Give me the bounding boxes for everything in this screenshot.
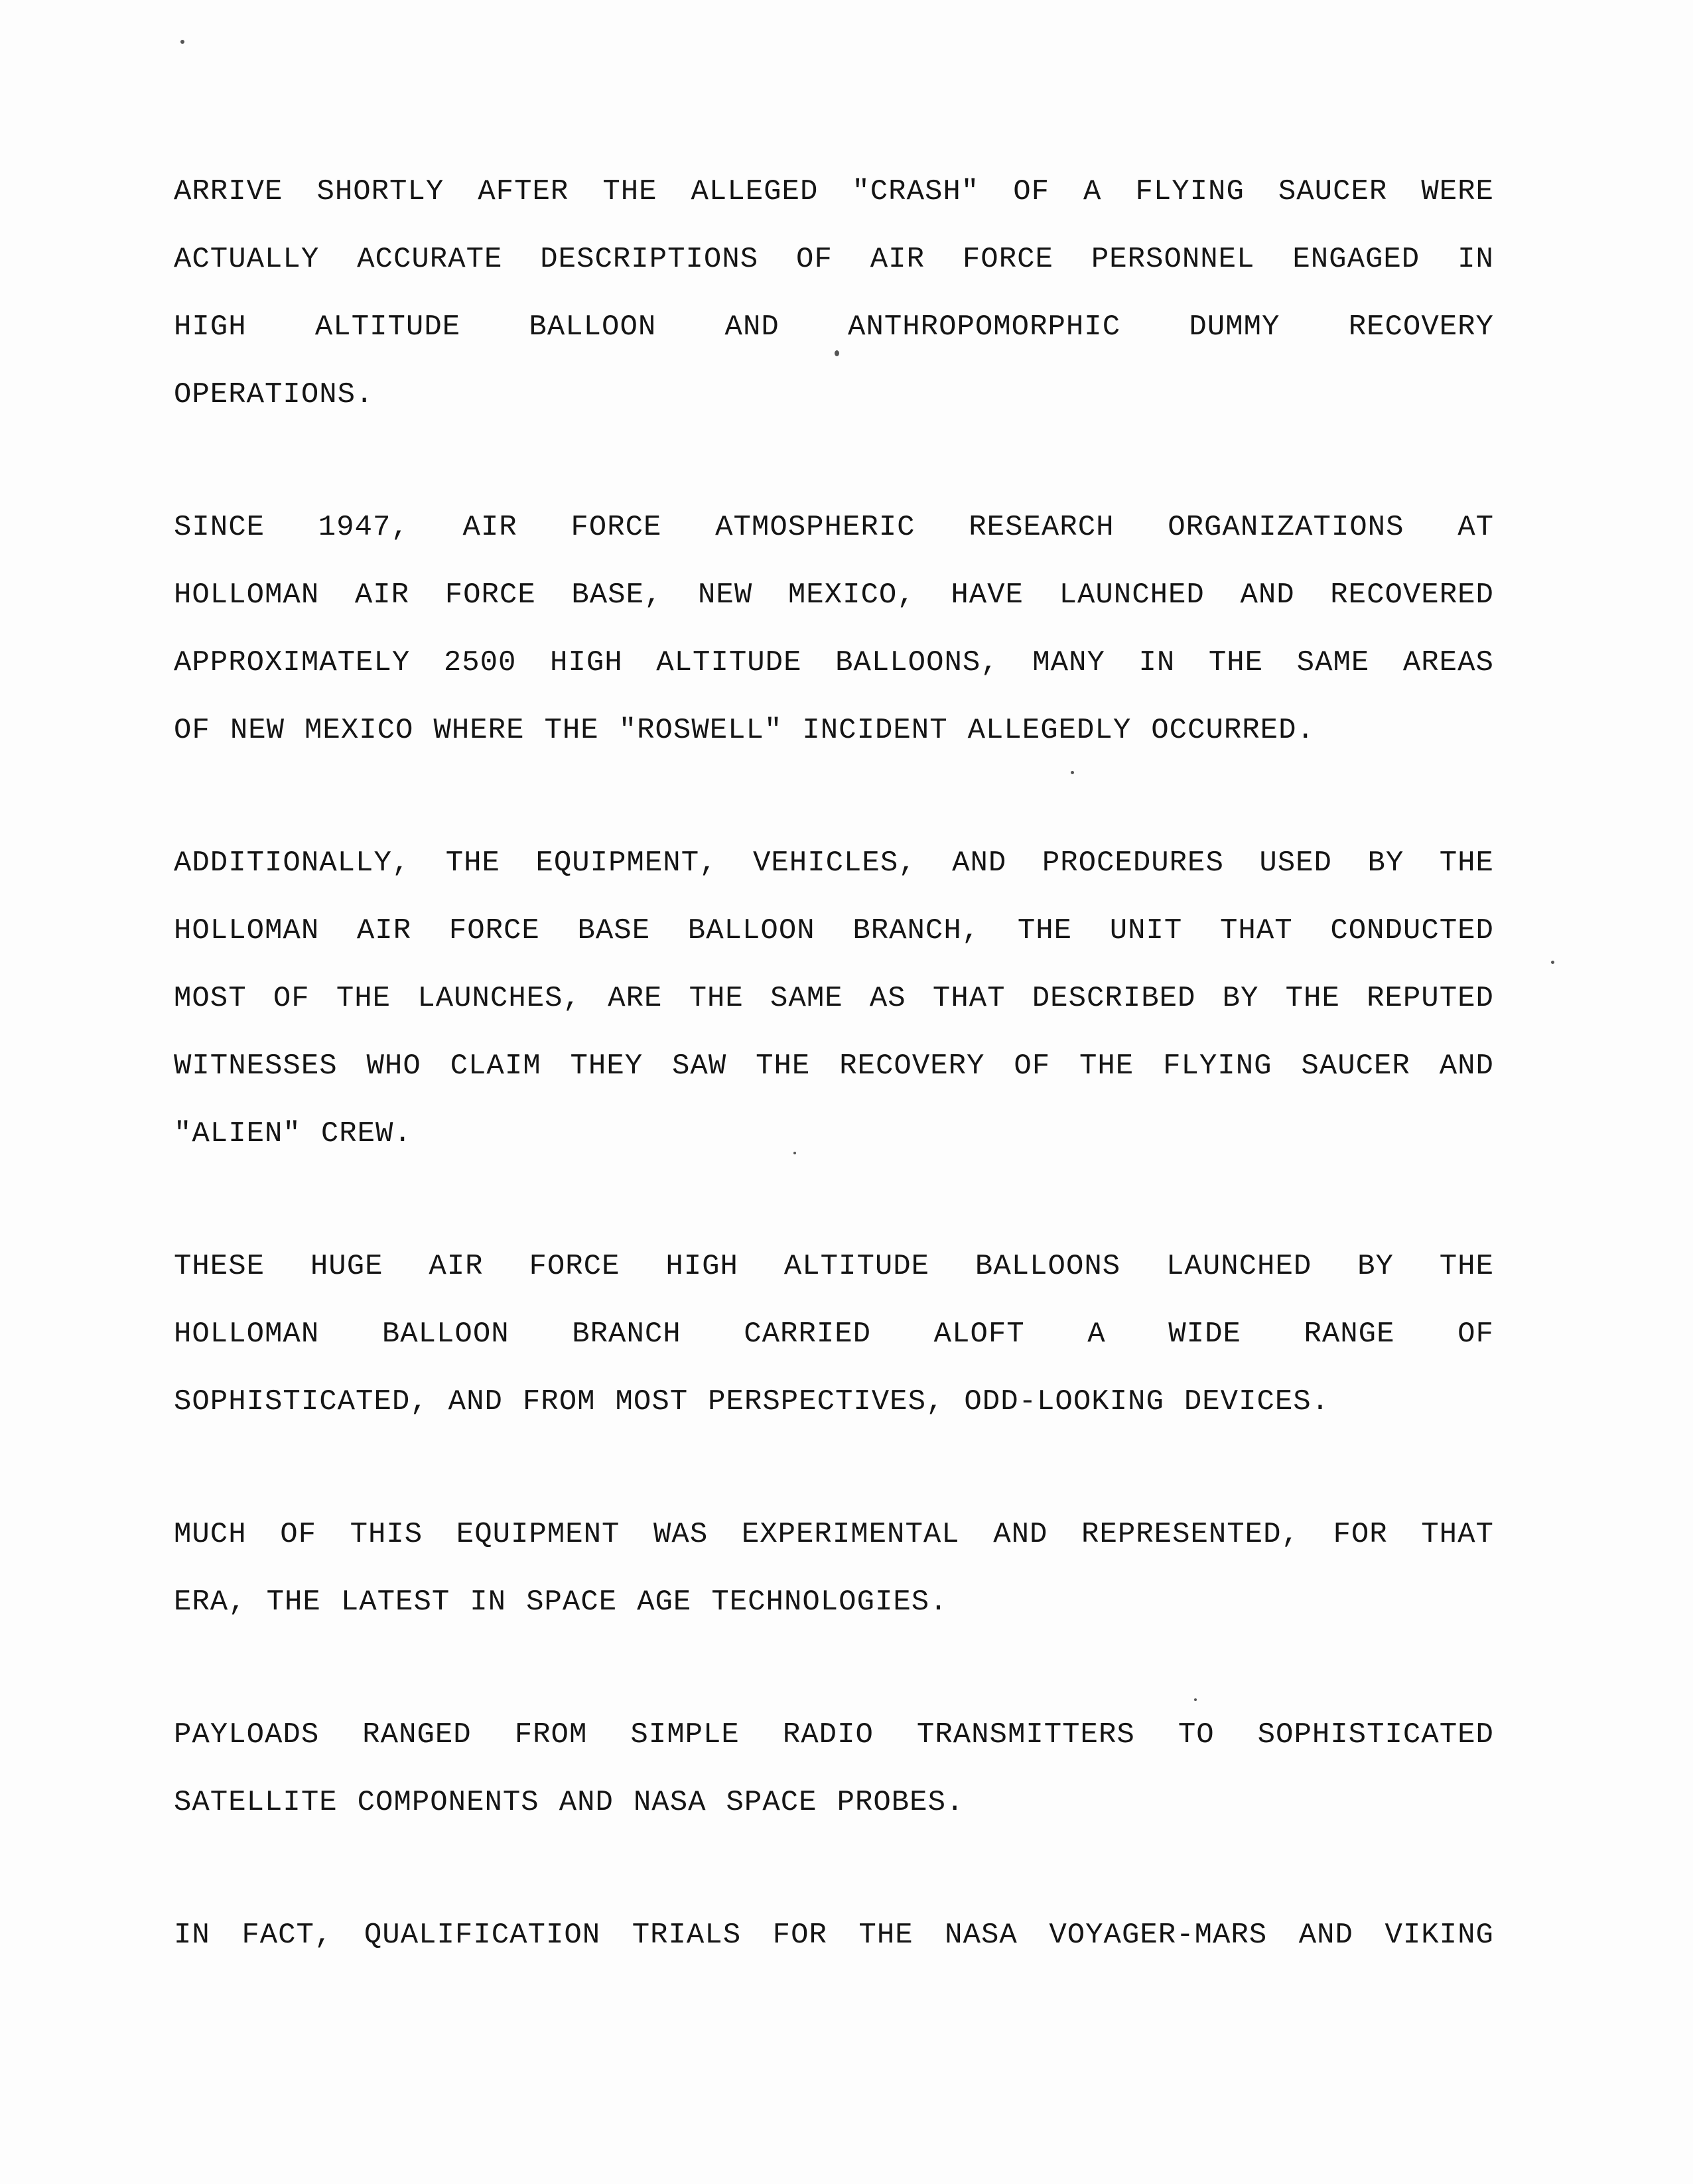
- word: ARE: [608, 982, 663, 1015]
- word: TRIALS: [632, 1919, 742, 1952]
- word: ANTHROPOMORPHIC: [848, 310, 1121, 344]
- word: IN: [1138, 646, 1176, 679]
- paragraph: [174, 1901, 1494, 1969]
- word: NASA: [945, 1919, 1018, 1952]
- paragraph: [174, 829, 1494, 1168]
- word: ADDITIONALLY,: [174, 847, 411, 880]
- word: ALLEGED: [691, 175, 819, 208]
- word: ACCURATE: [357, 243, 503, 276]
- scan-speck: [180, 40, 184, 44]
- word: SHORTLY: [316, 175, 444, 208]
- word: USED: [1259, 847, 1332, 880]
- word: HOLLOMAN: [174, 579, 320, 612]
- paragraph: [174, 1701, 1494, 1836]
- word: COMPONENTS: [357, 1786, 539, 1819]
- word: FORCE: [571, 511, 662, 544]
- word: SINCE: [174, 511, 265, 544]
- word: HIGH: [665, 1250, 738, 1283]
- word: TRANSMITTERS: [916, 1718, 1135, 1751]
- word: RESEARCH: [969, 511, 1115, 544]
- word: FROM: [522, 1385, 596, 1418]
- word: THAT: [932, 982, 1006, 1015]
- text-line: [174, 1032, 1494, 1100]
- word: AIR: [356, 914, 412, 947]
- word: RANGED: [362, 1718, 472, 1751]
- text-line: [174, 1233, 1494, 1300]
- word: AIR: [354, 579, 410, 612]
- word: OCCURRED.: [1151, 714, 1315, 747]
- word: 1947,: [318, 511, 409, 544]
- word: NEW: [230, 714, 285, 747]
- word: THESE: [174, 1250, 265, 1283]
- word: A: [1087, 1318, 1106, 1351]
- word: HOLLOMAN: [174, 914, 320, 947]
- word: RADIO: [782, 1718, 874, 1751]
- word: APPROXIMATELY: [174, 646, 411, 679]
- word: LAUNCHES,: [417, 982, 581, 1015]
- word: WERE: [1421, 175, 1494, 208]
- word: THE: [602, 175, 657, 208]
- word: OPERATIONS.: [174, 378, 374, 411]
- word: DEVICES.: [1184, 1385, 1330, 1418]
- word: "CRASH": [852, 175, 980, 208]
- text-line: [174, 226, 1494, 293]
- word: SAUCER: [1301, 1050, 1410, 1083]
- word: VOYAGER-MARS: [1049, 1919, 1268, 1952]
- word: AND: [724, 310, 779, 344]
- word: DESCRIPTIONS: [540, 243, 759, 276]
- word: SOPHISTICATED: [1257, 1718, 1494, 1751]
- word: ERA,: [174, 1586, 247, 1619]
- word: WITNESSES: [174, 1050, 338, 1083]
- word: ATMOSPHERIC: [715, 511, 915, 544]
- paragraph: [174, 1233, 1494, 1436]
- word: THE: [1017, 914, 1073, 947]
- word: MUCH: [174, 1518, 247, 1551]
- word: IN: [174, 1919, 210, 1952]
- word: FACT,: [241, 1919, 333, 1952]
- word: MEXICO,: [787, 579, 915, 612]
- word: ALTITUDE: [656, 646, 802, 679]
- word: SAW: [672, 1050, 727, 1083]
- word: ALTITUDE: [783, 1250, 930, 1283]
- word: AND: [1298, 1919, 1353, 1952]
- word: FORCE: [529, 1250, 620, 1283]
- word: BASE: [577, 914, 651, 947]
- word: SIMPLE: [630, 1718, 740, 1751]
- text-line: [174, 697, 1494, 764]
- word: PROBES.: [837, 1786, 965, 1819]
- word: FORCE: [448, 914, 540, 947]
- word: OF: [273, 982, 310, 1015]
- word: TECHNOLOGIES.: [711, 1586, 948, 1619]
- word: OF: [174, 714, 210, 747]
- word: RECOVERED: [1330, 579, 1494, 612]
- word: FORCE: [962, 243, 1053, 276]
- word: IN: [1457, 243, 1494, 276]
- word: BALLOONS,: [835, 646, 999, 679]
- word: SAME: [770, 982, 843, 1015]
- word: THIS: [350, 1518, 423, 1551]
- text-line: [174, 158, 1494, 226]
- word: LAUNCHED: [1166, 1250, 1312, 1283]
- word: THE: [1439, 847, 1494, 880]
- word: IN: [470, 1586, 507, 1619]
- word: WAS: [653, 1518, 709, 1551]
- word: THE: [1285, 982, 1340, 1015]
- text-line: [174, 1701, 1494, 1769]
- word: AIR: [429, 1250, 484, 1283]
- word: BALLOON: [687, 914, 815, 947]
- word: AND: [559, 1786, 614, 1819]
- word: THE: [1079, 1050, 1134, 1083]
- word: OF: [1457, 1318, 1494, 1351]
- word: AFTER: [478, 175, 569, 208]
- word: BALLOONS: [975, 1250, 1121, 1283]
- word: AIR: [462, 511, 517, 544]
- word: BRANCH: [572, 1318, 681, 1351]
- word: ACTUALLY: [174, 243, 320, 276]
- word: AND: [1439, 1050, 1494, 1083]
- text-line: [174, 897, 1494, 965]
- word: THAT: [1220, 914, 1293, 947]
- word: BASE,: [571, 579, 663, 612]
- word: PERSONNEL: [1091, 243, 1255, 276]
- word: AND: [952, 847, 1007, 880]
- word: CARRIED: [744, 1318, 872, 1351]
- text-line: [174, 629, 1494, 697]
- word: SAUCER: [1278, 175, 1388, 208]
- text-line: [174, 1901, 1494, 1969]
- word: AREAS: [1402, 646, 1494, 679]
- word: AS: [869, 982, 906, 1015]
- word: HIGH: [174, 310, 247, 344]
- word: RECOVERY: [1348, 310, 1494, 344]
- text-line: [174, 1300, 1494, 1368]
- word: THE: [756, 1050, 811, 1083]
- word: BALLOON: [381, 1318, 509, 1351]
- word: WHERE: [433, 714, 525, 747]
- text-line: [174, 1368, 1494, 1436]
- word: ALLEGEDLY: [967, 714, 1132, 747]
- word: OF: [1014, 1050, 1051, 1083]
- text-line: [174, 1769, 1494, 1836]
- word: UNIT: [1109, 914, 1183, 947]
- word: REPUTED: [1367, 982, 1494, 1015]
- text-line: [174, 965, 1494, 1032]
- word: WIDE: [1168, 1318, 1241, 1351]
- word: RECOVERY: [839, 1050, 985, 1083]
- text-line: [174, 1568, 1494, 1636]
- scan-speck: [1551, 961, 1554, 964]
- word: THE: [445, 847, 500, 880]
- word: BY: [1357, 1250, 1394, 1283]
- word: HAVE: [951, 579, 1024, 612]
- paragraph: [174, 1501, 1494, 1636]
- word: HIGH: [550, 646, 623, 679]
- word: MOST: [615, 1385, 689, 1418]
- word: ARRIVE: [174, 175, 283, 208]
- word: THE: [1439, 1250, 1494, 1283]
- word: THE: [266, 1586, 321, 1619]
- paragraph: [174, 158, 1494, 429]
- word: BY: [1222, 982, 1259, 1015]
- word: WHO: [366, 1050, 421, 1083]
- word: OF: [796, 243, 833, 276]
- word: FOR: [772, 1919, 827, 1952]
- word: DUMMY: [1189, 310, 1280, 344]
- word: SAME: [1296, 646, 1370, 679]
- word: INCIDENT: [802, 714, 948, 747]
- word: PROCEDURES: [1042, 847, 1224, 880]
- word: THE: [858, 1919, 914, 1952]
- word: LAUNCHED: [1059, 579, 1205, 612]
- word: CREW.: [320, 1117, 412, 1150]
- word: EQUIPMENT,: [535, 847, 718, 880]
- word: BY: [1367, 847, 1404, 880]
- word: AGE: [637, 1586, 692, 1619]
- word: THAT: [1421, 1518, 1494, 1551]
- word: AT: [1457, 511, 1494, 544]
- word: "ALIEN": [174, 1117, 301, 1150]
- word: ORGANIZATIONS: [1168, 511, 1404, 544]
- text-line: [174, 361, 1494, 429]
- word: SPACE: [526, 1586, 618, 1619]
- word: MOST: [174, 982, 247, 1015]
- word: ALOFT: [933, 1318, 1025, 1351]
- word: VIKING: [1385, 1919, 1494, 1952]
- word: DESCRIBED: [1032, 982, 1196, 1015]
- word: ALTITUDE: [314, 310, 461, 344]
- word: NASA: [633, 1786, 707, 1819]
- word: BALLOON: [529, 310, 657, 344]
- word: BRANCH,: [852, 914, 981, 947]
- word: CONDUCTED: [1330, 914, 1494, 947]
- word: CLAIM: [450, 1050, 541, 1083]
- word: PAYLOADS: [174, 1718, 320, 1751]
- word: FLYING: [1135, 175, 1245, 208]
- word: A: [1083, 175, 1102, 208]
- text-line: [174, 1501, 1494, 1568]
- word: FORCE: [444, 579, 536, 612]
- word: THEY: [570, 1050, 643, 1083]
- word: ODD-LOOKING: [964, 1385, 1164, 1418]
- word: AIR: [870, 243, 925, 276]
- word: REPRESENTED,: [1081, 1518, 1300, 1551]
- word: AND: [1240, 579, 1295, 612]
- word: LATEST: [340, 1586, 450, 1619]
- word: FOR: [1333, 1518, 1388, 1551]
- word: SOPHISTICATED,: [174, 1385, 429, 1418]
- word: THE: [1208, 646, 1264, 679]
- word: 2500: [443, 646, 517, 679]
- word: EQUIPMENT: [456, 1518, 620, 1551]
- word: QUALIFICATION: [364, 1919, 601, 1952]
- word: OF: [280, 1518, 317, 1551]
- word: FLYING: [1163, 1050, 1272, 1083]
- word: NEW: [698, 579, 753, 612]
- word: HOLLOMAN: [174, 1318, 320, 1351]
- document-body: [174, 158, 1494, 2034]
- word: AND: [448, 1385, 503, 1418]
- text-line: [174, 561, 1494, 629]
- word: ENGAGED: [1292, 243, 1420, 276]
- word: HUGE: [310, 1250, 383, 1283]
- word: MANY: [1032, 646, 1105, 679]
- word: VEHICLES,: [752, 847, 917, 880]
- word: OF: [1013, 175, 1050, 208]
- text-line: [174, 494, 1494, 561]
- word: FROM: [514, 1718, 588, 1751]
- word: RANGE: [1304, 1318, 1395, 1351]
- text-line: [174, 829, 1494, 897]
- word: "ROSWELL": [618, 714, 783, 747]
- word: SPACE: [726, 1786, 817, 1819]
- word: THE: [689, 982, 744, 1015]
- word: THE: [336, 982, 391, 1015]
- word: SATELLITE: [174, 1786, 338, 1819]
- word: PERSPECTIVES,: [708, 1385, 945, 1418]
- text-line: [174, 1100, 1494, 1168]
- word: MEXICO: [305, 714, 414, 747]
- text-line: [174, 293, 1494, 361]
- word: TO: [1178, 1718, 1215, 1751]
- word: THE: [544, 714, 599, 747]
- word: AND: [993, 1518, 1048, 1551]
- paragraph: [174, 494, 1494, 764]
- word: EXPERIMENTAL: [741, 1518, 960, 1551]
